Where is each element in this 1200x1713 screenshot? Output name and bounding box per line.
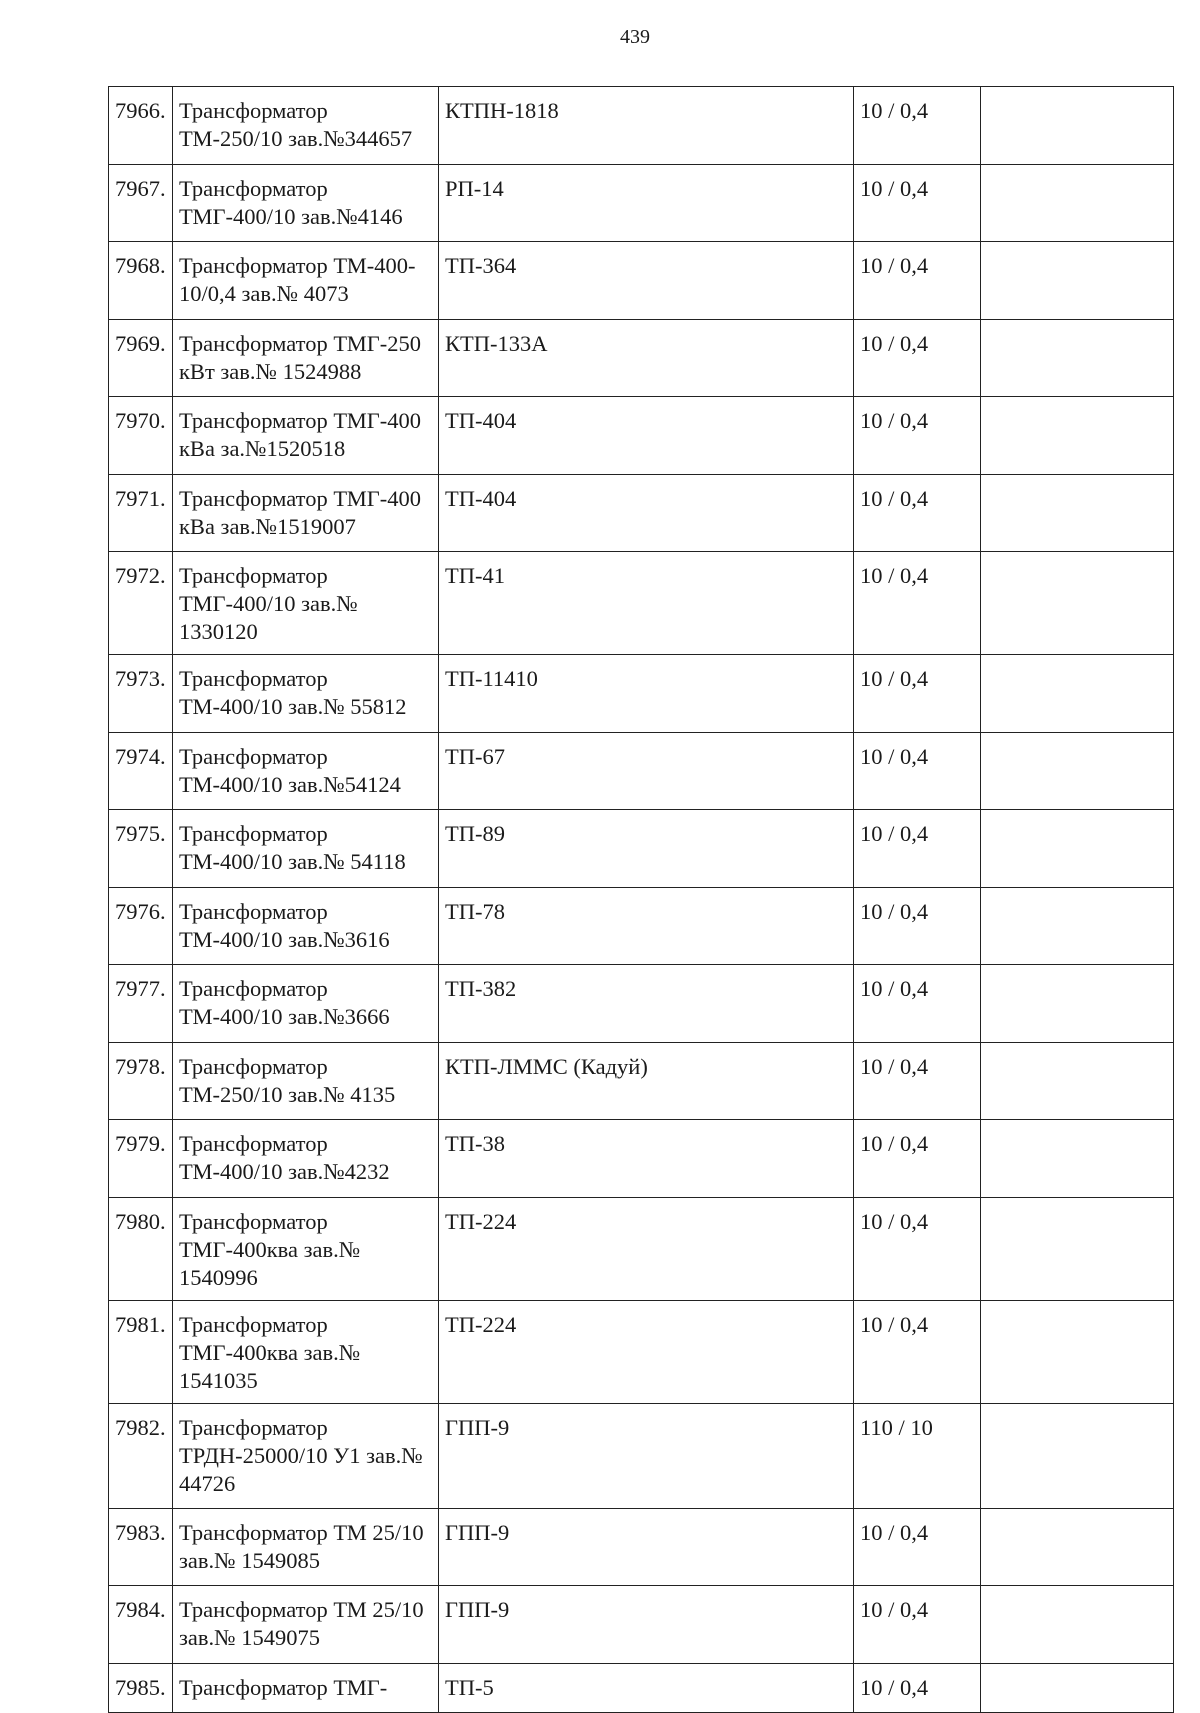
table-row bbox=[109, 552, 1174, 655]
equipment-name: Трансформатор ТМГ- bbox=[173, 1663, 439, 1712]
installation-location: ТП-404 bbox=[439, 474, 854, 552]
equipment-name: Трансформатор ТМ-400/10 зав.№3616 bbox=[173, 887, 439, 965]
row-number: 7974. bbox=[109, 732, 173, 810]
voltage-class: 10 / 0,4 bbox=[854, 242, 981, 320]
table-row bbox=[109, 1042, 1174, 1120]
table-row bbox=[109, 810, 1174, 888]
table-row bbox=[109, 965, 1174, 1043]
installation-location: ГПП-9 bbox=[439, 1586, 854, 1664]
empty-cell bbox=[981, 474, 1174, 552]
empty-cell bbox=[981, 965, 1174, 1043]
page-number: 439 bbox=[620, 26, 650, 48]
empty-cell bbox=[981, 1508, 1174, 1586]
equipment-name: Трансформатор ТМГ-400ква зав.№ 1540996 bbox=[173, 1197, 439, 1300]
row-number: 7983. bbox=[109, 1508, 173, 1586]
installation-location: РП-14 bbox=[439, 164, 854, 242]
empty-cell bbox=[981, 1197, 1174, 1300]
equipment-name: Трансформатор ТМ-400/10 зав.№ 54118 bbox=[173, 810, 439, 888]
empty-cell bbox=[981, 887, 1174, 965]
voltage-class: 10 / 0,4 bbox=[854, 1663, 981, 1712]
installation-location: ТП-224 bbox=[439, 1300, 854, 1403]
row-number: 7975. bbox=[109, 810, 173, 888]
voltage-class: 10 / 0,4 bbox=[854, 810, 981, 888]
equipment-name: Трансформатор ТМГ-250 кВт зав.№ 1524988 bbox=[173, 319, 439, 397]
table-row bbox=[109, 887, 1174, 965]
equipment-name: Трансформатор ТМ-400/10 зав.№4232 bbox=[173, 1120, 439, 1198]
installation-location: ТП-224 bbox=[439, 1197, 854, 1300]
equipment-name: Трансформатор ТМ-250/10 зав.№344657 bbox=[173, 87, 439, 165]
voltage-class: 10 / 0,4 bbox=[854, 552, 981, 655]
installation-location: ТП-38 bbox=[439, 1120, 854, 1198]
row-number: 7972. bbox=[109, 552, 173, 655]
empty-cell bbox=[981, 1300, 1174, 1403]
voltage-class: 10 / 0,4 bbox=[854, 1120, 981, 1198]
empty-cell bbox=[981, 1120, 1174, 1198]
table-row bbox=[109, 1586, 1174, 1664]
installation-location: ТП-78 bbox=[439, 887, 854, 965]
row-number: 7973. bbox=[109, 655, 173, 733]
empty-cell bbox=[981, 655, 1174, 733]
equipment-name: Трансформатор ТРДН-25000/10 У1 зав.№ 44726 bbox=[173, 1403, 439, 1508]
installation-location: КТПН-1818 bbox=[439, 87, 854, 165]
empty-cell bbox=[981, 242, 1174, 320]
table-row bbox=[109, 732, 1174, 810]
equipment-name: Трансформатор ТМГ-400/10 зав.№4146 bbox=[173, 164, 439, 242]
voltage-class: 10 / 0,4 bbox=[854, 732, 981, 810]
empty-cell bbox=[981, 1042, 1174, 1120]
voltage-class: 10 / 0,4 bbox=[854, 319, 981, 397]
voltage-class: 10 / 0,4 bbox=[854, 655, 981, 733]
table-row bbox=[109, 1120, 1174, 1198]
installation-location: ТП-41 bbox=[439, 552, 854, 655]
installation-location: ТП-11410 bbox=[439, 655, 854, 733]
voltage-class: 110 / 10 bbox=[854, 1403, 981, 1508]
equipment-name: Трансформатор ТМГ-400/10 зав.№ 1330120 bbox=[173, 552, 439, 655]
row-number: 7985. bbox=[109, 1663, 173, 1712]
row-number: 7971. bbox=[109, 474, 173, 552]
row-number: 7984. bbox=[109, 1586, 173, 1664]
row-number: 7967. bbox=[109, 164, 173, 242]
installation-location: ТП-404 bbox=[439, 397, 854, 475]
row-number: 7979. bbox=[109, 1120, 173, 1198]
voltage-class: 10 / 0,4 bbox=[854, 887, 981, 965]
row-number: 7981. bbox=[109, 1300, 173, 1403]
equipment-name: Трансформатор ТМ-400-10/0,4 зав.№ 4073 bbox=[173, 242, 439, 320]
row-number: 7966. bbox=[109, 87, 173, 165]
row-number: 7970. bbox=[109, 397, 173, 475]
voltage-class: 10 / 0,4 bbox=[854, 1586, 981, 1664]
table-row bbox=[109, 1663, 1174, 1712]
installation-location: ТП-5 bbox=[439, 1663, 854, 1712]
voltage-class: 10 / 0,4 bbox=[854, 164, 981, 242]
table-row bbox=[109, 164, 1174, 242]
equipment-name: Трансформатор ТМ 25/10 зав.№ 1549075 bbox=[173, 1586, 439, 1664]
empty-cell bbox=[981, 1586, 1174, 1664]
row-number: 7978. bbox=[109, 1042, 173, 1120]
table-row bbox=[109, 655, 1174, 733]
row-number: 7968. bbox=[109, 242, 173, 320]
equipment-name: Трансформатор ТМГ-400 кВа зав.№1519007 bbox=[173, 474, 439, 552]
installation-location: ТП-89 bbox=[439, 810, 854, 888]
voltage-class: 10 / 0,4 bbox=[854, 474, 981, 552]
row-number: 7976. bbox=[109, 887, 173, 965]
installation-location: ТП-364 bbox=[439, 242, 854, 320]
table-row bbox=[109, 1403, 1174, 1508]
voltage-class: 10 / 0,4 bbox=[854, 87, 981, 165]
table-row bbox=[109, 1300, 1174, 1403]
empty-cell bbox=[981, 552, 1174, 655]
empty-cell bbox=[981, 732, 1174, 810]
empty-cell bbox=[981, 1403, 1174, 1508]
voltage-class: 10 / 0,4 bbox=[854, 1197, 981, 1300]
equipment-name: Трансформатор ТМГ-400 кВа за.№1520518 bbox=[173, 397, 439, 475]
table-row bbox=[109, 474, 1174, 552]
empty-cell bbox=[981, 87, 1174, 165]
equipment-name: Трансформатор ТМ-400/10 зав.№54124 bbox=[173, 732, 439, 810]
equipment-name: Трансформатор ТМГ-400ква зав.№ 1541035 bbox=[173, 1300, 439, 1403]
row-number: 7969. bbox=[109, 319, 173, 397]
voltage-class: 10 / 0,4 bbox=[854, 1042, 981, 1120]
equipment-name: Трансформатор ТМ-250/10 зав.№ 4135 bbox=[173, 1042, 439, 1120]
installation-location: КТП-ЛММС (Кадуй) bbox=[439, 1042, 854, 1120]
installation-location: ТП-67 bbox=[439, 732, 854, 810]
empty-cell bbox=[981, 164, 1174, 242]
voltage-class: 10 / 0,4 bbox=[854, 1300, 981, 1403]
empty-cell bbox=[981, 810, 1174, 888]
transformer-registry-table bbox=[108, 86, 1174, 1713]
table-row bbox=[109, 319, 1174, 397]
empty-cell bbox=[981, 319, 1174, 397]
empty-cell bbox=[981, 1663, 1174, 1712]
row-number: 7982. bbox=[109, 1403, 173, 1508]
voltage-class: 10 / 0,4 bbox=[854, 965, 981, 1043]
row-number: 7977. bbox=[109, 965, 173, 1043]
voltage-class: 10 / 0,4 bbox=[854, 1508, 981, 1586]
installation-location: ГПП-9 bbox=[439, 1508, 854, 1586]
row-number: 7980. bbox=[109, 1197, 173, 1300]
table-row bbox=[109, 1197, 1174, 1300]
equipment-name: Трансформатор ТМ 25/10 зав.№ 1549085 bbox=[173, 1508, 439, 1586]
voltage-class: 10 / 0,4 bbox=[854, 397, 981, 475]
table-row bbox=[109, 87, 1174, 165]
installation-location: ГПП-9 bbox=[439, 1403, 854, 1508]
table-row bbox=[109, 1508, 1174, 1586]
equipment-name: Трансформатор ТМ-400/10 зав.№3666 bbox=[173, 965, 439, 1043]
table-row bbox=[109, 242, 1174, 320]
installation-location: ТП-382 bbox=[439, 965, 854, 1043]
installation-location: КТП-133А bbox=[439, 319, 854, 397]
empty-cell bbox=[981, 397, 1174, 475]
equipment-name: Трансформатор ТМ-400/10 зав.№ 55812 bbox=[173, 655, 439, 733]
table-row bbox=[109, 397, 1174, 475]
